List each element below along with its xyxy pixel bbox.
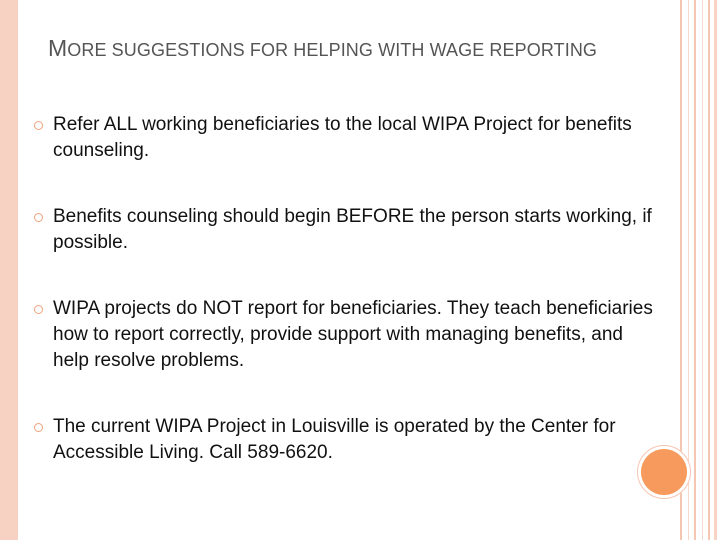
slide-title xyxy=(48,32,648,67)
hollow-circle-icon xyxy=(34,213,43,222)
hollow-circle-icon xyxy=(34,305,43,314)
bullet-text: Benefits counseling should begin BEFORE the person starts working, if possible. xyxy=(53,206,652,253)
bullet-text: The current WIPA Project in Louisville is operated by the Center for Accessible Living. Call 589-6620. xyxy=(53,416,616,463)
bullet-text: Refer ALL working beneficiaries to the local WIPA Project for benefits counseling. xyxy=(53,114,632,161)
right-border-stripe xyxy=(702,0,703,540)
right-border-stripe xyxy=(694,0,696,540)
hollow-circle-icon xyxy=(34,423,43,432)
list-item xyxy=(34,414,654,466)
hollow-circle-icon xyxy=(34,121,43,130)
list-item xyxy=(34,112,654,164)
left-border xyxy=(0,0,18,540)
bullet-list xyxy=(34,112,654,506)
list-item xyxy=(34,296,654,374)
right-border-stripe xyxy=(688,0,689,540)
title-rest: ORE SUGGESTIONS FOR HELPING WITH WAGE REPORTING xyxy=(67,40,598,60)
list-item xyxy=(34,204,654,256)
title-initial: M xyxy=(48,35,68,61)
right-border-stripe xyxy=(708,0,710,540)
bullet-text: WIPA projects do NOT report for beneficiaries. They teach beneficiaries how to report correctly, provide support with managing benefits, and help resolve problems. xyxy=(53,298,653,371)
right-border-stripe xyxy=(714,0,717,540)
